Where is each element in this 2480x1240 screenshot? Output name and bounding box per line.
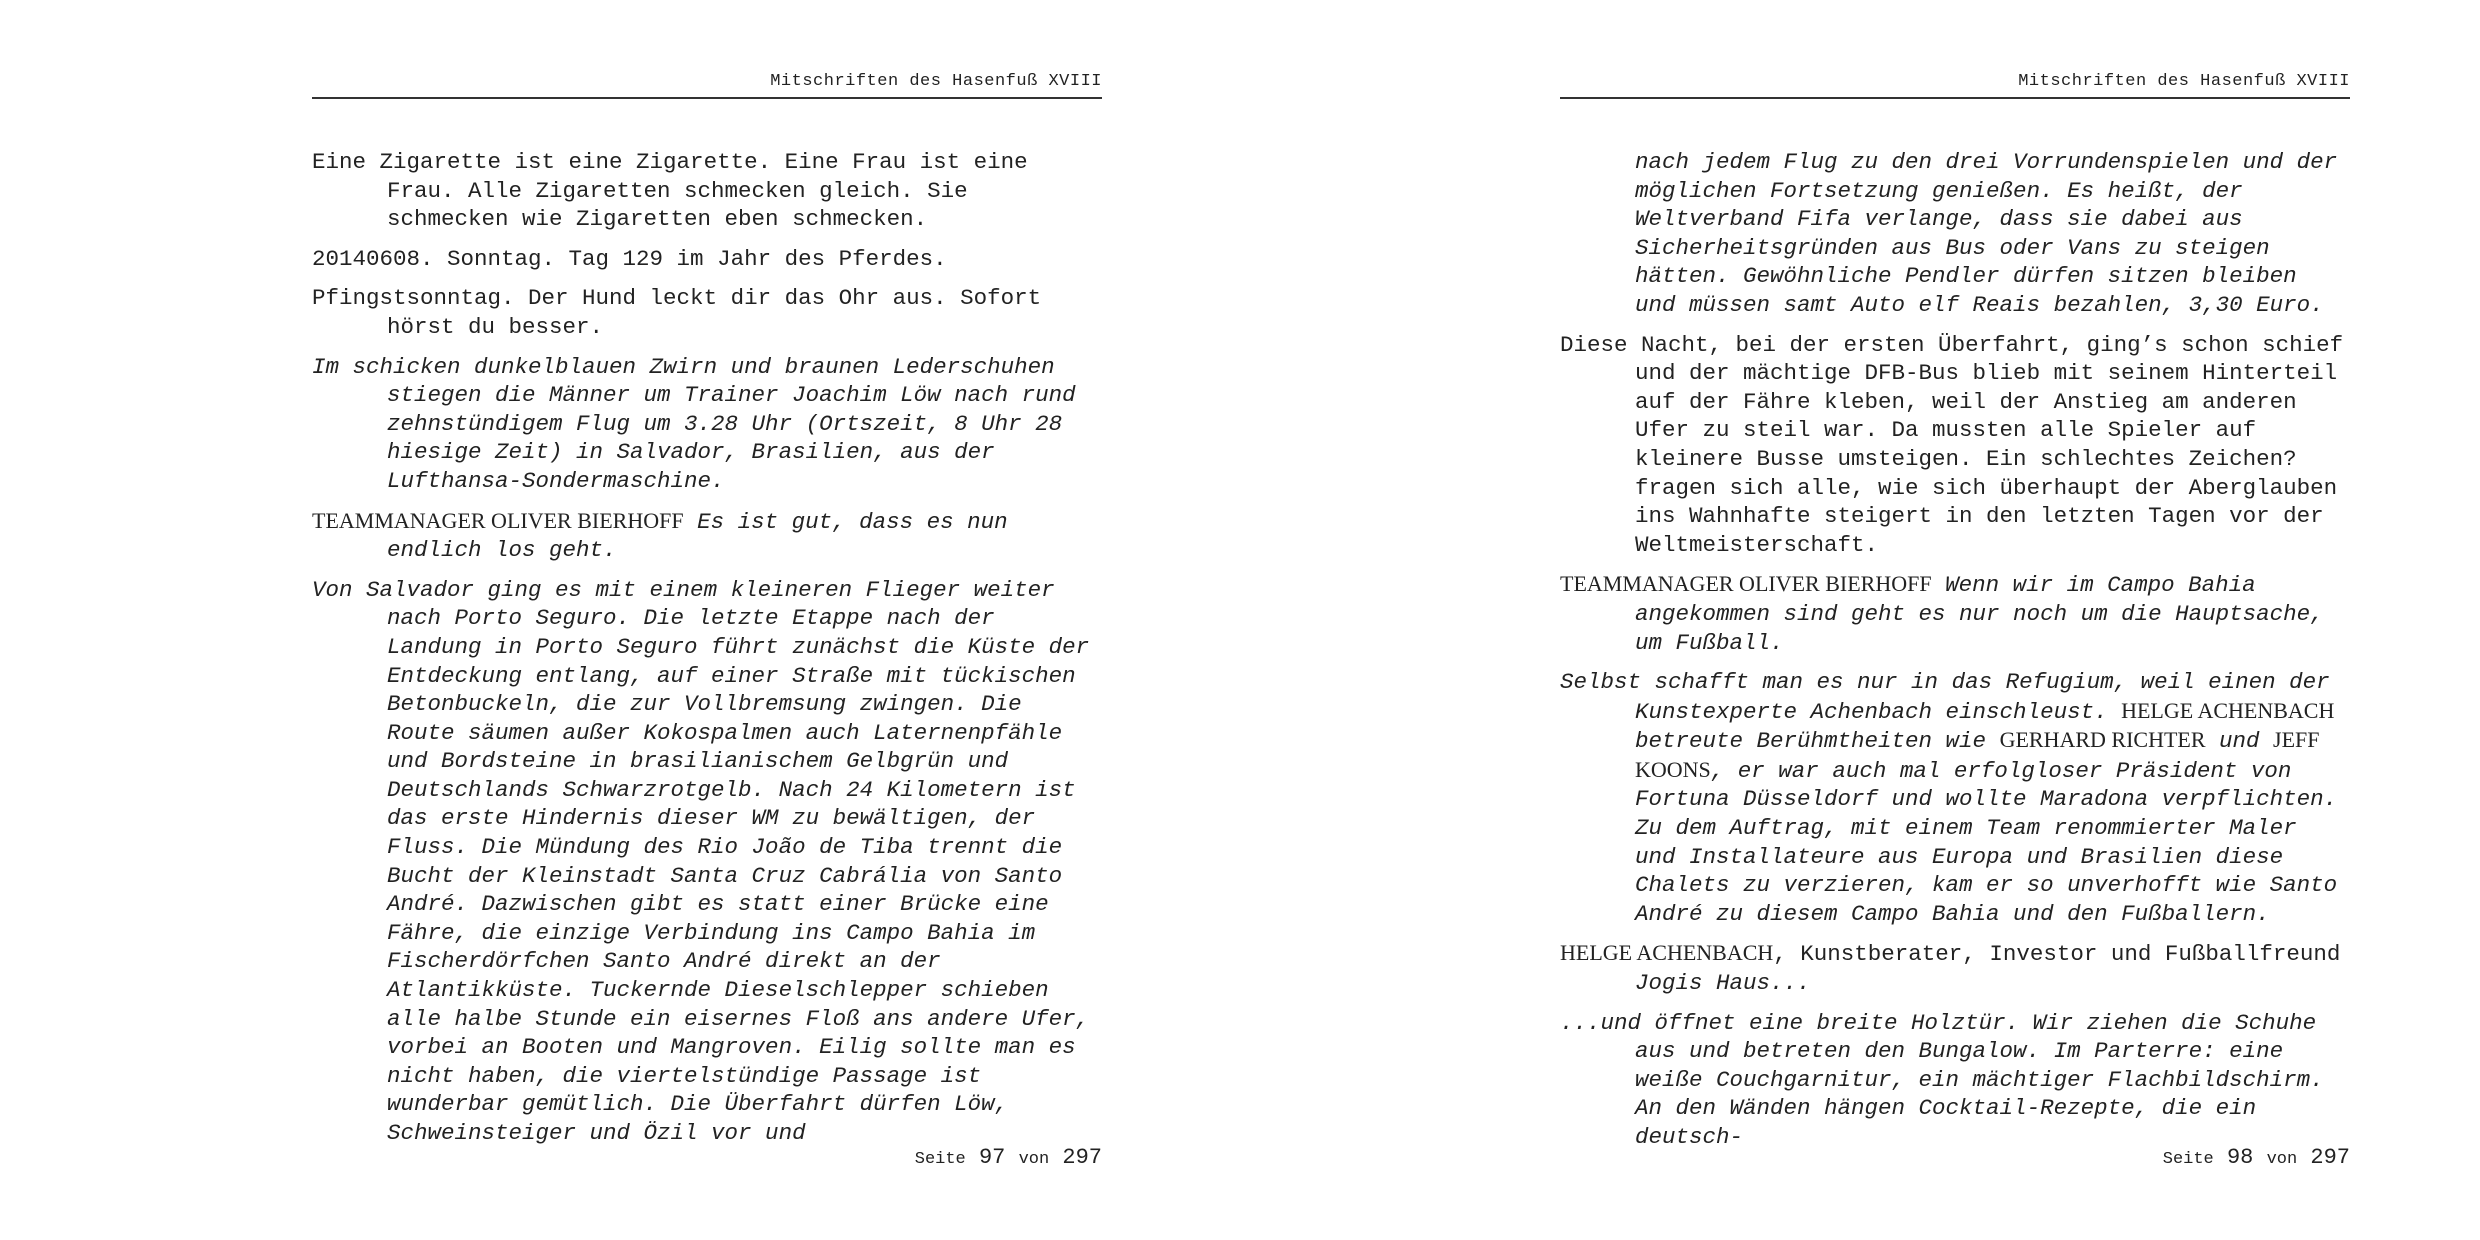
text-segment: , er war auch mal erfolgloser Präsident von Fortuna Düsseldorf und wollte Maradona verpflichten. Zu dem Auftrag, mit einem Team renommierter Maler und Installateure aus Europa und Brasilien diese Chalets zu verzieren, kam er so unverhofft wie Santo André zu diesem Campo Bahia und den Fußballern.	[1635, 757, 2338, 927]
quote-paragraph	[1560, 668, 2350, 928]
date-entry: 20140608. Sonntag. Tag 129 im Jahr des Pferdes.	[312, 245, 947, 272]
quote-paragraph: Im schicken dunkelblauen Zwirn und braunen Lederschuhen stiegen die Männer um Trainer Joachim Löw nach rund zehnstündigem Flug um 3.28 Uhr (Ortszeit, 8 Uhr 28 hiesige Zeit) in Salvador, Brasilien, aus der Lufthansa-Sondermaschine.	[312, 353, 1076, 494]
page-number: 97	[978, 1145, 1006, 1170]
speaker-name: HELGE ACHENBACH	[1560, 940, 1774, 966]
text-segment: betreute Berühmtheiten wie	[1635, 728, 2000, 755]
quote-paragraph: ...und öffnet eine breite Holztür. Wir ziehen die Schuhe aus und betreten den Bungalow. Im Parterre: eine weiße Couchgarnitur, ein mächtiger Flachbildschirm. An den Wänden hängen Cocktail-Rezepte, die ein deutsch-	[1560, 1009, 2324, 1150]
page-total: 297	[1062, 1145, 1102, 1170]
page-number: 98	[2226, 1145, 2254, 1170]
running-head: Mitschriften des Hasenfuß XVIII	[1560, 72, 2350, 99]
right-page	[1560, 0, 2350, 1240]
quote-paragraph: nach jedem Flug zu den drei Vorrundenspielen und der möglichen Fortsetzung genießen. Es heißt, der Weltverband Fifa verlange, dass sie dabei aus Sicherheitsgründen aus Bus oder Vans zu steigen hätten. Gewöhnliche Pendler dürfen sitzen bleiben und müssen samt Auto elf Reais bezahlen, 3,30 Euro.	[1635, 149, 2338, 318]
quote-paragraph: Von Salvador ging es mit einem kleineren Flieger weiter nach Porto Seguro. Die letzte Etappe nach der Landung in Porto Seguro führt zunächst die Küste der Entdeckung entlang, auf einer Straße mit tückischen Betonbuckeln, die zur Vollbremsung zwingen. Die Route säumen außer Kokospalmen auch Laternenpfähle und Bordsteine in brasilianischem Gelbgrün und Deutschlands Schwarzrotgelb. Nach 24 Kilometern ist das erste Hindernis dieser WM zu bewältigen, der Fluss. Die Mündung des Rio João de Tiba trennt die Bucht der Kleinstadt Santa Cruz Cabrália von Santo André. Dazwischen gibt es statt einer Brücke eine Fähre, die einzige Verbindung ins Campo Bahia im Fischerdörfchen Santo André direkt an der Atlantikküste. Tuckernde Dieselschlepper schieben alle halbe Stunde ein eisernes Floß ans andere Ufer, vorbei an Booten und Mangroven. Eilig sollte man es nicht haben, die viertelstündige Passage ist wunderbar gemütlich. Die Überfahrt dürfen Löw, Schweinsteiger und Özil vor und	[312, 576, 1090, 1146]
person-name: JEFF KOONS	[1635, 727, 2320, 782]
speaker-role: , Kunstberater, Investor und Fußballfreund	[1773, 941, 2341, 968]
speaker-paragraph	[1560, 939, 2350, 997]
page-footer	[2163, 1145, 2350, 1170]
person-name: HELGE ACHENBACH	[2121, 697, 2335, 723]
speaker-name: TEAMMANAGER OLIVER BIERHOFF	[1560, 571, 1932, 597]
page-body	[1560, 148, 2350, 1163]
page-total: 297	[2310, 1145, 2350, 1170]
paragraph: Eine Zigarette ist eine Zigarette. Eine Frau ist eine Frau. Alle Zigaretten schmecken gleich. Sie schmecken wie Zigaretten eben schmecken.	[312, 149, 1028, 233]
footer-von: von	[2266, 1150, 2298, 1169]
person-name: GERHARD RICHTER	[1999, 727, 2206, 753]
running-head: Mitschriften des Hasenfuß XVIII	[312, 72, 1102, 99]
page-body	[312, 148, 1102, 1159]
paragraph: Pfingstsonntag. Der Hund leckt dir das Ohr aus. Sofort hörst du besser.	[312, 285, 1042, 340]
speaker-paragraph	[1560, 570, 2350, 657]
speaker-name: TEAMMANAGER OLIVER BIERHOFF	[312, 507, 684, 533]
footer-von: von	[1018, 1150, 1050, 1169]
speaker-paragraph	[312, 507, 1102, 565]
left-page	[312, 0, 1102, 1240]
speaker-quote: Jogis Haus...	[1635, 970, 1811, 997]
paragraph: Diese Nacht, bei der ersten Überfahrt, ging’s schon schief und der mächtige DFB-Bus blieb mit seinem Hinterteil auf der Fähre kleben, weil der Anstieg am anderen Ufer zu steil war. Da mussten alle Spieler auf kleinere Busse umsteigen. Ein schlechtes Zeichen? fragen sich alle, wie sich überhaupt der Aberglauben ins Wahnhafte steigert in den letzten Tagen vor der Weltmeisterschaft.	[1560, 331, 2344, 558]
text-segment: Selbst schafft man es nur in das Refugium, weil einen der Kunstexperte Achenbach einschleust.	[1560, 669, 2330, 725]
speaker-quote: Wenn wir im Campo Bahia angekommen sind geht es nur noch um die Hauptsache, um Fußball.	[1635, 572, 2324, 656]
footer-seite: Seite	[2162, 1150, 2214, 1169]
speaker-quote: Es ist gut, dass es nun endlich los geht.	[387, 508, 1008, 564]
footer-seite: Seite	[914, 1150, 966, 1169]
text-segment: und	[2205, 728, 2274, 755]
page-footer	[915, 1145, 1102, 1170]
